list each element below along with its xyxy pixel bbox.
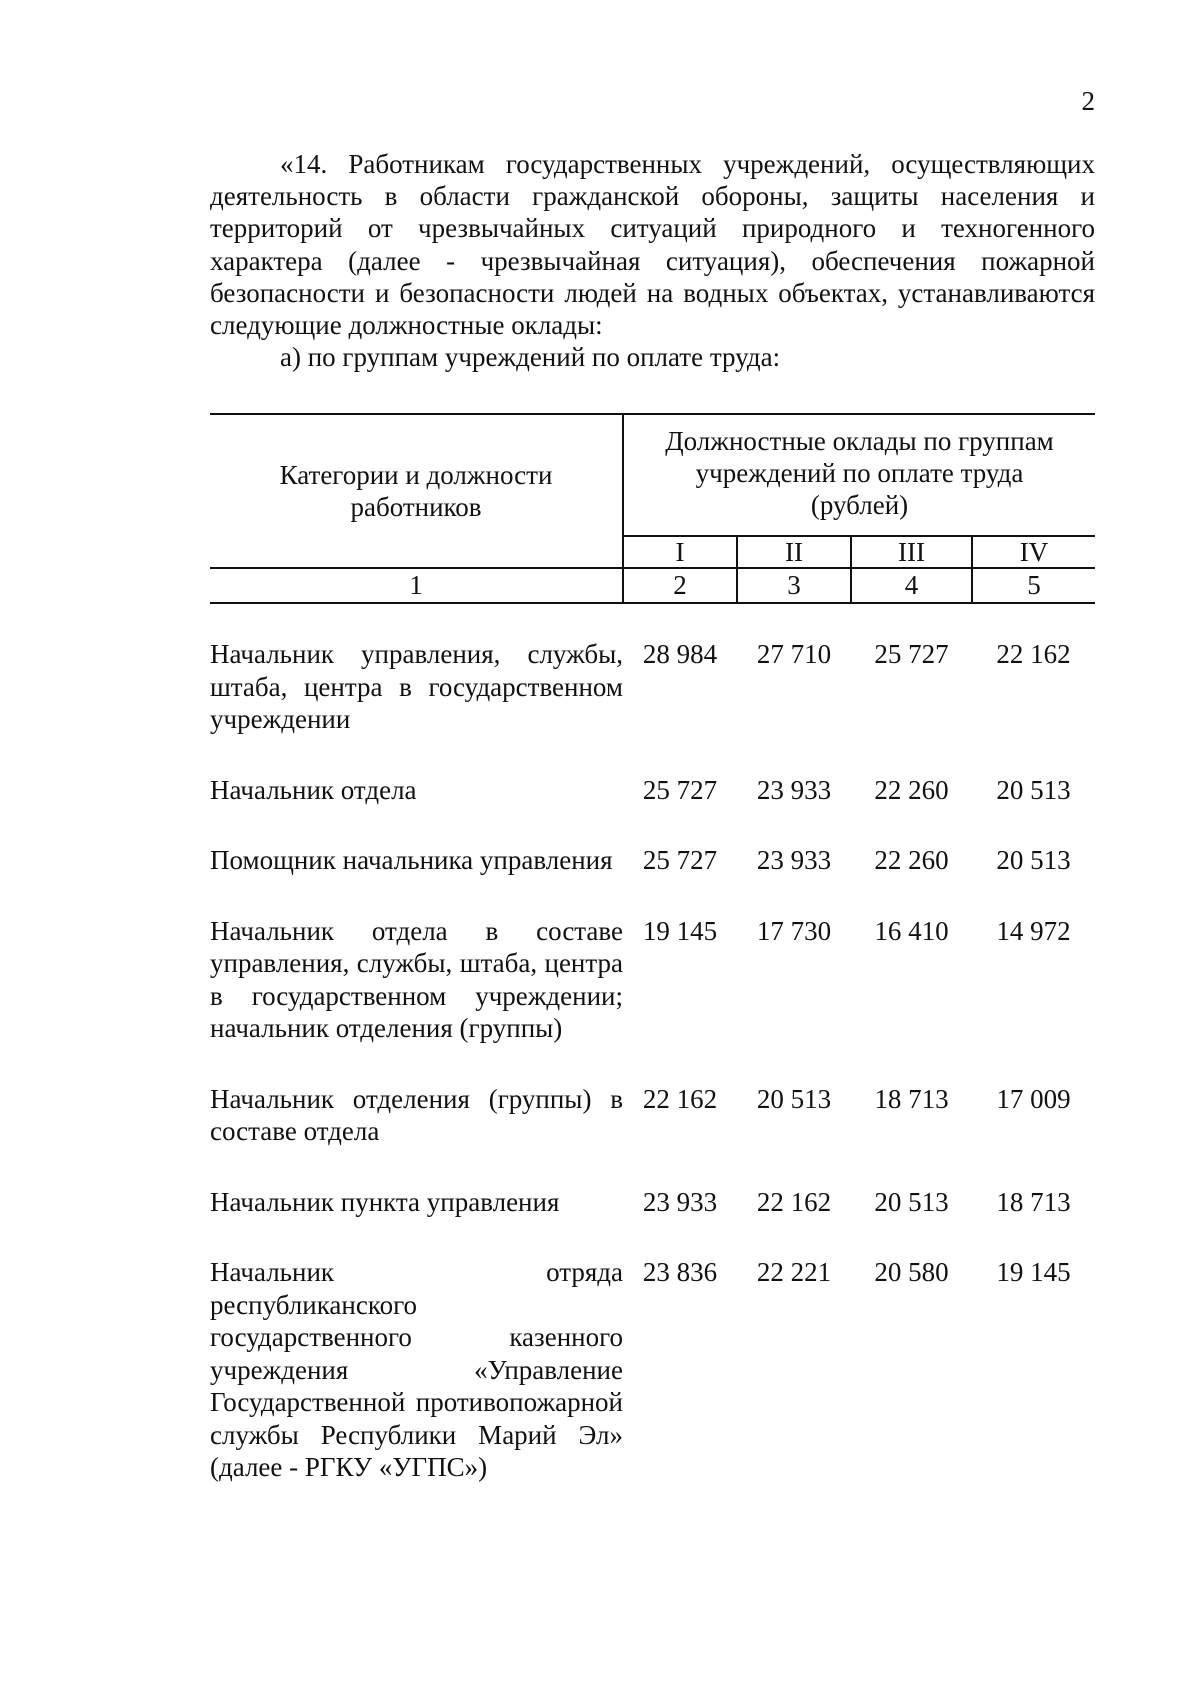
position-name: Начальник отделения (группы) в составе отдела	[210, 1083, 623, 1146]
salary-value: 22 221	[756, 1257, 832, 1287]
position-name: Начальник отдела в составе управления, службы, штаба, центра в государственном учреждении; начальник отделения (группы)	[210, 915, 623, 1043]
salary-value: 25 727	[642, 774, 718, 805]
salary-value: 18 713	[996, 1186, 1071, 1217]
salary-value: 17 730	[756, 915, 832, 946]
salary-value: 22 260	[874, 774, 949, 805]
table-row	[210, 1256, 1095, 1522]
salary-value: 19 145	[996, 1257, 1071, 1287]
column-number-5: 5	[972, 568, 1095, 603]
table-row	[210, 1186, 1095, 1257]
position-name: Начальник отдела	[210, 774, 417, 805]
salary-value: 20 513	[874, 1186, 949, 1217]
salary-value: 23 933	[642, 1186, 718, 1217]
column-number-3: 3	[737, 568, 851, 603]
salary-value: 22 162	[996, 639, 1071, 669]
position-name: Помощник начальника управления	[210, 845, 613, 875]
salary-value: 28 984	[642, 639, 718, 669]
salary-value: 22 260	[874, 845, 949, 875]
page-number: 2	[1081, 86, 1095, 116]
salary-value: 20 580	[874, 1257, 949, 1287]
group-label-4: IV	[972, 536, 1095, 568]
paragraph-14: «14. Работникам государственных учреждений, осуществляющих деятельность в области гражданской обороны, защиты населения и территорий от чрезвычайных ситуаций природного и техногенного характера (далее - чрезвычайная ситуация), обеспечения пожарной безопасности и безопасности людей на водных объектах, устанавливаются следующие должностные оклады:	[210, 149, 1095, 341]
salary-value: 17 009	[996, 1083, 1071, 1114]
salary-value: 14 972	[996, 915, 1071, 946]
salary-value: 16 410	[874, 915, 949, 946]
salary-value: 23 836	[642, 1257, 718, 1287]
column-number-1: 1	[210, 568, 623, 603]
salary-value: 25 727	[874, 639, 949, 669]
column-number-4: 4	[851, 568, 972, 603]
salary-value: 25 727	[642, 845, 718, 875]
position-name: Начальник отряда республиканского государственного казенного учреждения «Управление Государственной противопожарной службы Республики Марий Эл» (далее - РГКУ «УГПС»)	[210, 1257, 623, 1482]
table-row	[210, 844, 1095, 915]
salary-value: 20 513	[996, 845, 1071, 875]
group-label-3: III	[851, 536, 972, 568]
table-row	[210, 774, 1095, 845]
table-row	[210, 1083, 1095, 1186]
position-name: Начальник управления, службы, штаба, центра в государственном учреждении	[210, 639, 623, 734]
salary-table	[210, 413, 1095, 1522]
salary-value: 19 145	[642, 915, 718, 946]
intro-text	[210, 148, 1095, 373]
category-header: Категории и должности работников	[210, 414, 623, 568]
salary-value: 20 513	[996, 774, 1071, 805]
salary-value: 18 713	[874, 1083, 949, 1114]
subpoint-a: а) по группам учреждений по оплате труда:	[280, 342, 781, 373]
group-label-1: I	[623, 536, 737, 568]
salary-value: 23 933	[756, 845, 832, 875]
salary-value: 22 162	[756, 1186, 832, 1217]
salary-value: 20 513	[756, 1083, 832, 1114]
salary-value: 22 162	[642, 1083, 718, 1114]
table-row	[210, 915, 1095, 1083]
position-name: Начальник пункта управления	[210, 1186, 560, 1217]
group-label-2: II	[737, 536, 851, 568]
table-row	[210, 638, 1095, 774]
salary-value: 27 710	[756, 639, 832, 669]
group-header: Должностные оклады по группам учреждений по оплате труда (рублей)	[623, 414, 1095, 536]
salary-value: 23 933	[756, 774, 832, 805]
column-number-2: 2	[623, 568, 737, 603]
